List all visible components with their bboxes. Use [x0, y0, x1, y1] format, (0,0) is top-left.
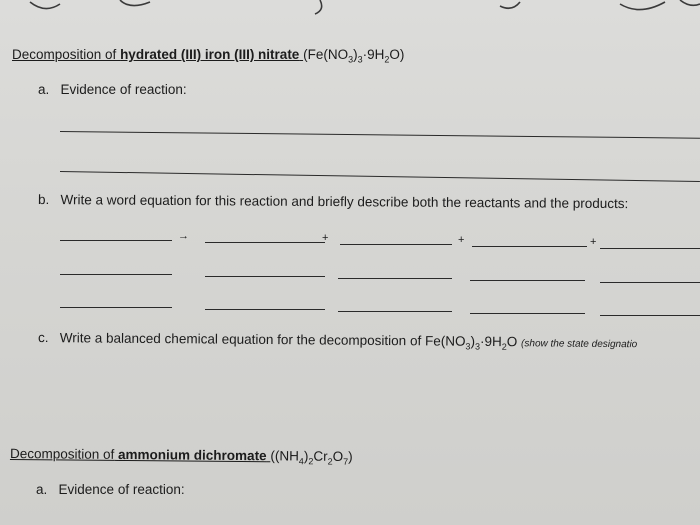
item-c-note: (show the state designatio — [521, 338, 638, 351]
description-blank[interactable] — [60, 274, 172, 275]
item-a-label: a. — [38, 82, 50, 97]
answer-line[interactable] — [60, 171, 700, 182]
description-blank[interactable] — [338, 311, 452, 312]
section1-title-underlined: Decomposition of hydrated (III) iron (III) nitrate — [12, 47, 300, 62]
item-c-text: Write a balanced chemical equation for the decomposition of $Fe(NO_3)_3\cdot 9H_2O$ — [59, 330, 518, 352]
item-b-label: b. — [37, 192, 50, 208]
plus-symbol: + — [322, 232, 329, 244]
item-a-text: Evidence of reaction: — [58, 482, 185, 497]
section1-title — [12, 47, 404, 65]
description-blank[interactable] — [600, 315, 700, 316]
description-blank[interactable] — [470, 280, 585, 281]
item-b-text: Write a word equation for this reaction and briefly describe both the reactants and the products: — [60, 192, 629, 212]
plus-symbol: + — [590, 236, 597, 248]
description-blank[interactable] — [600, 282, 700, 283]
reactant-blank[interactable] — [60, 240, 172, 241]
product-blank[interactable] — [340, 244, 452, 245]
section2-title — [10, 446, 353, 467]
item-a-text: Evidence of reaction: — [60, 82, 187, 97]
product-blank[interactable] — [205, 242, 325, 243]
section1-item-a — [38, 82, 187, 97]
description-blank[interactable] — [338, 278, 452, 279]
description-blank[interactable] — [470, 313, 585, 314]
section1-formula: $(Fe(NO_3)_3\cdot 9H_2O)$ — [303, 47, 405, 65]
plus-symbol: + — [458, 234, 465, 246]
section2-formula: $((NH_4)_2Cr_2O_7)$ — [270, 448, 353, 467]
section1-item-c — [38, 330, 637, 353]
handwriting-scribble — [0, 0, 700, 20]
section2-item-a — [36, 482, 185, 497]
item-a-label: a. — [36, 482, 48, 497]
description-blank[interactable] — [60, 307, 172, 308]
arrow-symbol: → — [178, 230, 189, 242]
section2-title-underlined: Decomposition of ammonium dichromate — [9, 446, 267, 464]
section1-item-b — [38, 192, 628, 211]
item-c-label: c. — [37, 330, 49, 346]
answer-line[interactable] — [60, 131, 700, 139]
description-blank[interactable] — [205, 309, 325, 310]
product-blank[interactable] — [600, 248, 700, 249]
description-blank[interactable] — [205, 276, 325, 277]
product-blank[interactable] — [472, 246, 587, 247]
